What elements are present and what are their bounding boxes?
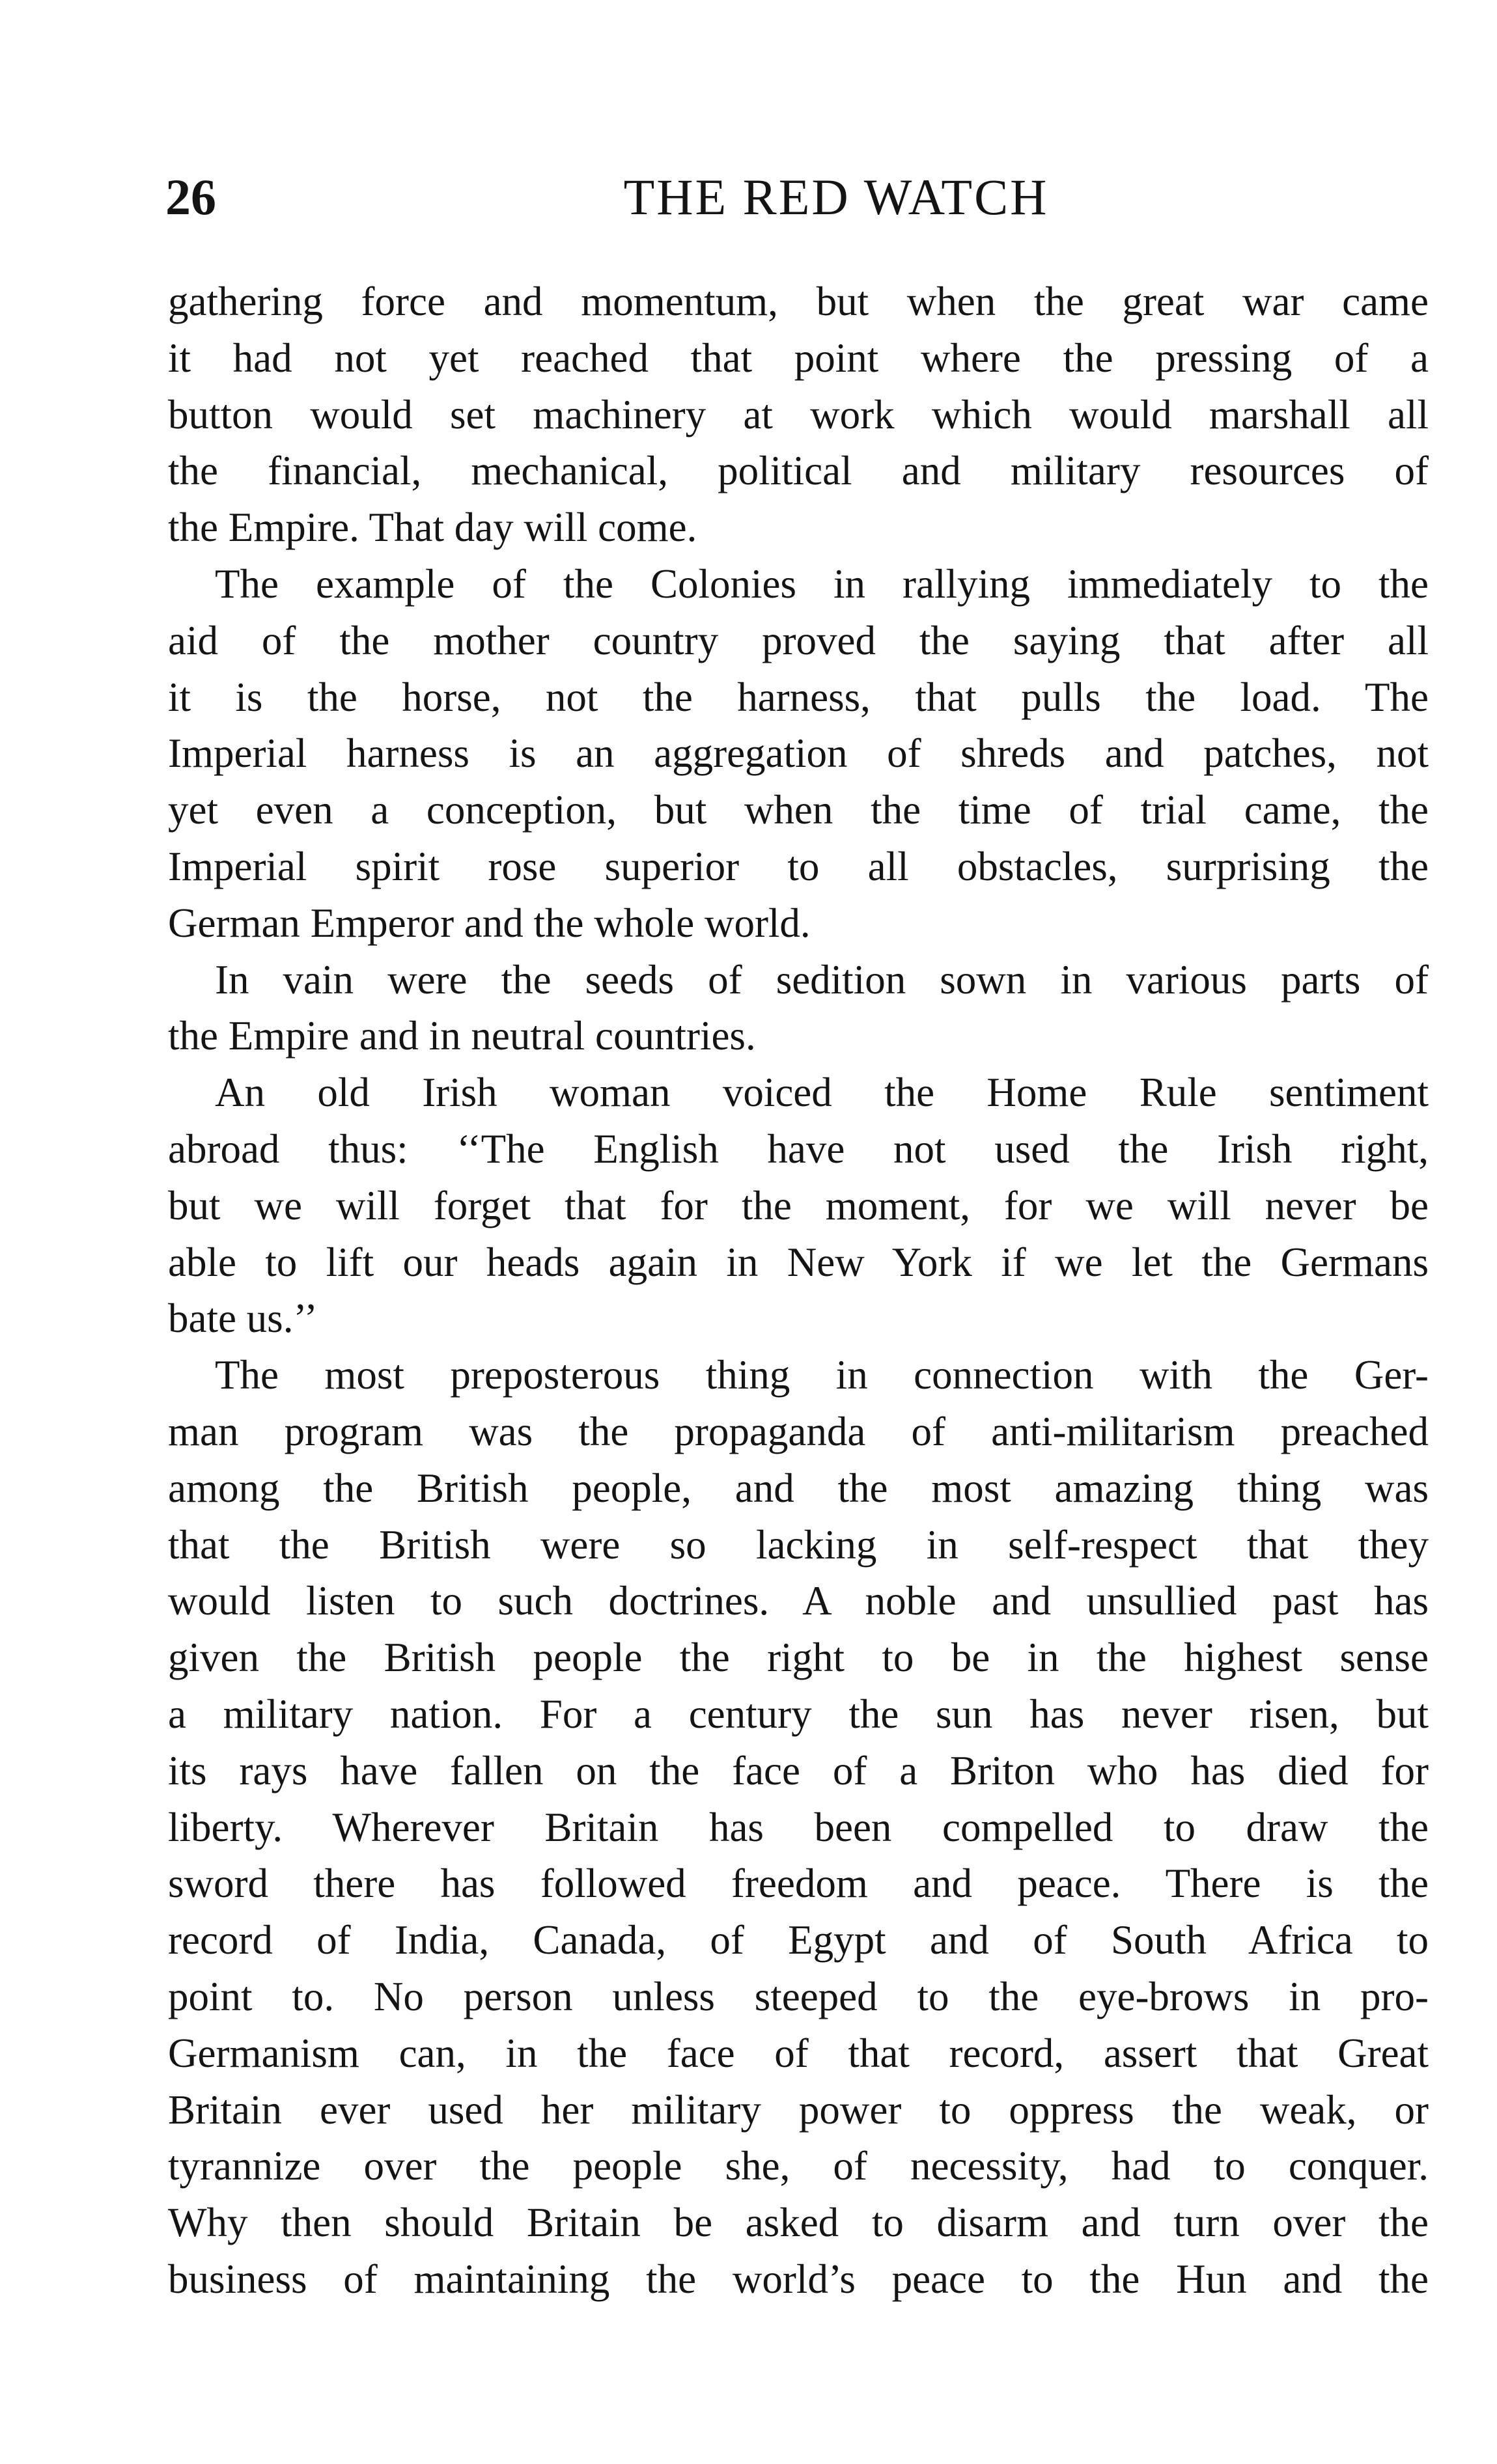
text-line: the financial, mechanical, political and military resources of	[168, 448, 1429, 494]
text-line: but we will forget that for the moment, for we will never be	[168, 1182, 1429, 1228]
body-text	[168, 273, 1429, 2308]
running-head	[165, 168, 1429, 227]
text-line: liberty. Wherever Britain has been compelled to draw the	[168, 1804, 1429, 1850]
text-line: Germanism can, in the face of that record, assert that Great	[168, 2030, 1429, 2076]
text-line: sword there has followed freedom and peace. There is the	[168, 1861, 1429, 1907]
text-line: The example of the Colonies in rallying immediately to the	[215, 561, 1429, 607]
text-line: that the British were so lacking in self-respect that they	[168, 1521, 1429, 1568]
text-line: it had not yet reached that point where the pressing of a	[168, 335, 1429, 381]
text-line: the Empire. That day will come.	[168, 505, 697, 551]
text-line: button would set machinery at work which would marshall all	[168, 391, 1429, 437]
text-line: gathering force and momentum, but when the great war came	[168, 279, 1429, 324]
text-line: its rays have fallen on the face of a Briton who has died for	[168, 1747, 1429, 1793]
page-number: 26	[165, 169, 216, 225]
text-line: a military nation. For a century the sun has never risen, but	[168, 1691, 1429, 1737]
text-line: it is the horse, not the harness, that pulls the load. The	[168, 674, 1429, 720]
text-line: German Emperor and the whole world.	[168, 900, 811, 946]
text-line: Britain ever used her military power to oppress the weak, or	[168, 2086, 1429, 2133]
text-line: bate us.’’	[168, 1295, 318, 1342]
text-line: An old Irish woman voiced the Home Rule sentiment	[215, 1070, 1429, 1116]
text-line: among the British people, and the most amazing thing was	[168, 1465, 1429, 1511]
text-line: business of maintaining the world’s peace to the Hun and the	[168, 2256, 1429, 2302]
text-line: point to. No person unless steeped to the eye-brows in pro-	[168, 1973, 1429, 2019]
text-line: Imperial spirit rose superior to all obstacles, surprising the	[168, 843, 1429, 889]
text-line: In vain were the seeds of sedition sown in various parts of	[215, 956, 1429, 1003]
text-line: aid of the mother country proved the saying that after all	[168, 617, 1429, 663]
text-line: Imperial harness is an aggregation of shreds and patches, not	[168, 730, 1429, 777]
text-line: yet even a conception, but when the time of trial came, the	[168, 787, 1429, 833]
text-line: Why then should Britain be asked to disarm and turn over the	[168, 2200, 1429, 2246]
running-title: THE RED WATCH	[623, 169, 1049, 225]
text-line: the Empire and in neutral countries.	[168, 1013, 756, 1059]
text-line: tyrannize over the people she, of necessity, had to conquer.	[168, 2143, 1429, 2189]
text-line: would listen to such doctrines. A noble and unsullied past has	[168, 1578, 1429, 1624]
text-line: given the British people the right to be in the highest sense	[168, 1635, 1429, 1681]
text-line: man program was the propaganda of anti-militarism preached	[168, 1408, 1429, 1454]
text-line: record of India, Canada, of Egypt and of South Africa to	[168, 1917, 1429, 1963]
text-line: The most preposterous thing in connection with the Ger-	[215, 1352, 1429, 1398]
text-line: able to lift our heads again in New York if we let the Germans	[168, 1239, 1429, 1285]
text-line: abroad thus: ‘‘The English have not used the Irish right,	[168, 1126, 1429, 1172]
